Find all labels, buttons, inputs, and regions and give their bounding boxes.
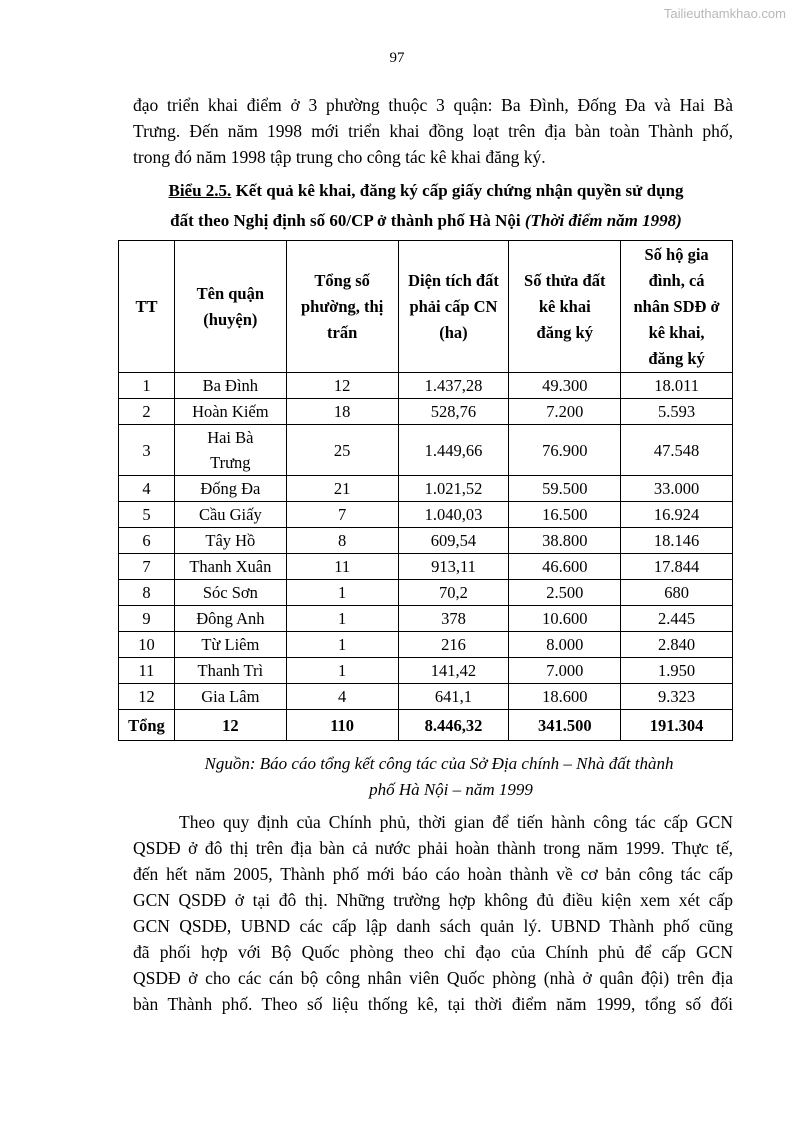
cell-tt: 11 bbox=[119, 658, 175, 684]
page-number: 97 bbox=[389, 50, 405, 66]
table-row bbox=[119, 425, 733, 476]
cell-district: Gia Lâm bbox=[174, 684, 286, 710]
caption-time-note: (Thời điểm năm 1998) bbox=[524, 211, 682, 230]
header-households: Số hộ gia đình, cá nhân SDĐ ở kê khai, đăng ký bbox=[621, 241, 733, 373]
header-district: Tên quận (huyện) bbox=[174, 241, 286, 373]
caption-title-line1: Kết quả kê khai, đăng ký cấp giấy chứng nhận quyền sử dụng bbox=[231, 181, 684, 200]
intro-line: trong đó năm 1998 tập trung cho công tác kê khai đăng ký. bbox=[133, 147, 546, 167]
cell-area: 609,54 bbox=[398, 528, 509, 554]
cell-area: 378 bbox=[398, 606, 509, 632]
cell-area: 641,1 bbox=[398, 684, 509, 710]
results-table bbox=[118, 240, 733, 741]
cell-area: 1.449,66 bbox=[398, 425, 509, 476]
cell-area: 216 bbox=[398, 632, 509, 658]
cell-district: Đống Đa bbox=[174, 476, 286, 502]
cell-plots: 76.900 bbox=[509, 425, 621, 476]
cell-tt: 2 bbox=[119, 399, 175, 425]
cell-district: Tây Hồ bbox=[174, 528, 286, 554]
cell-area: 1.437,28 bbox=[398, 373, 509, 399]
cell-plots: 2.500 bbox=[509, 580, 621, 606]
body-line: đã phối hợp với Bộ Quốc phòng theo chỉ đạo của Chính phủ để cấp GCN bbox=[133, 942, 733, 962]
cell-district: Từ Liêm bbox=[174, 632, 286, 658]
cell-households: 5.593 bbox=[621, 399, 733, 425]
source-line1: Nguồn: Báo cáo tổng kết công tác của Sở Địa chính – Nhà đất thành bbox=[204, 754, 674, 773]
header-wards: Tổng số phường, thị trấn bbox=[286, 241, 398, 373]
total-label: Tổng bbox=[119, 710, 175, 741]
watermark: Tailieuthamkhao.com bbox=[663, 6, 786, 21]
cell-tt: 4 bbox=[119, 476, 175, 502]
body-line: Theo quy định của Chính phủ, thời gian để tiến hành công tác cấp GCN bbox=[179, 812, 733, 832]
cell-area: 913,11 bbox=[398, 554, 509, 580]
cell-plots: 16.500 bbox=[509, 502, 621, 528]
caption-label: Biểu 2.5. bbox=[168, 181, 232, 200]
table-row bbox=[119, 658, 733, 684]
cell-district: Đông Anh bbox=[174, 606, 286, 632]
cell-wards: 1 bbox=[286, 606, 398, 632]
cell-area: 1.021,52 bbox=[398, 476, 509, 502]
cell-district: Ba Đình bbox=[174, 373, 286, 399]
cell-area: 70,2 bbox=[398, 580, 509, 606]
cell-tt: 1 bbox=[119, 373, 175, 399]
table-row bbox=[119, 632, 733, 658]
cell-tt: 6 bbox=[119, 528, 175, 554]
cell-households: 33.000 bbox=[621, 476, 733, 502]
cell-tt: 5 bbox=[119, 502, 175, 528]
cell-wards: 25 bbox=[286, 425, 398, 476]
cell-tt: 8 bbox=[119, 580, 175, 606]
cell-district: Cầu Giấy bbox=[174, 502, 286, 528]
cell-district: Hai Bà Trưng bbox=[174, 425, 286, 476]
cell-area: 141,42 bbox=[398, 658, 509, 684]
header-area: Diện tích đất phải cấp CN (ha) bbox=[398, 241, 509, 373]
table-row bbox=[119, 606, 733, 632]
cell-district: Sóc Sơn bbox=[174, 580, 286, 606]
table-row bbox=[119, 580, 733, 606]
cell-households: 2.445 bbox=[621, 606, 733, 632]
table-source bbox=[133, 751, 733, 803]
table-caption bbox=[120, 176, 732, 236]
cell-wards: 1 bbox=[286, 658, 398, 684]
cell-households: 47.548 bbox=[621, 425, 733, 476]
header-tt: TT bbox=[119, 241, 175, 373]
body-line: QSDĐ ở đô thị trên địa bàn cả nước phải hoàn thành trong năm 1999. Thực tế, bbox=[133, 838, 733, 858]
body-line: đến hết năm 2005, Thành phố mới báo cáo hoàn thành về cơ bản công tác cấp bbox=[133, 864, 733, 884]
cell-area: 528,76 bbox=[398, 399, 509, 425]
cell-plots: 46.600 bbox=[509, 554, 621, 580]
cell-tt: 7 bbox=[119, 554, 175, 580]
cell-tt: 3 bbox=[119, 425, 175, 476]
cell-plots: 8.000 bbox=[509, 632, 621, 658]
cell-area: 1.040,03 bbox=[398, 502, 509, 528]
body-line: bàn Thành phố. Theo số liệu thống kê, tại thời điểm năm 1999, tổng số đối bbox=[133, 994, 733, 1014]
intro-line: đạo triển khai điểm ở 3 phường thuộc 3 quận: Ba Đình, Đống Đa và Hai Bà bbox=[133, 95, 733, 115]
cell-wards: 18 bbox=[286, 399, 398, 425]
cell-plots: 59.500 bbox=[509, 476, 621, 502]
cell-households: 9.323 bbox=[621, 684, 733, 710]
total-area: 8.446,32 bbox=[398, 710, 509, 741]
cell-wards: 1 bbox=[286, 632, 398, 658]
cell-plots: 18.600 bbox=[509, 684, 621, 710]
cell-tt: 9 bbox=[119, 606, 175, 632]
cell-plots: 38.800 bbox=[509, 528, 621, 554]
table-row bbox=[119, 554, 733, 580]
cell-district: Hoàn Kiếm bbox=[174, 399, 286, 425]
cell-households: 17.844 bbox=[621, 554, 733, 580]
total-plots: 341.500 bbox=[509, 710, 621, 741]
table-row bbox=[119, 373, 733, 399]
cell-tt: 10 bbox=[119, 632, 175, 658]
cell-households: 18.146 bbox=[621, 528, 733, 554]
total-households: 191.304 bbox=[621, 710, 733, 741]
cell-plots: 10.600 bbox=[509, 606, 621, 632]
cell-wards: 12 bbox=[286, 373, 398, 399]
source-line2: phố Hà Nội – năm 1999 bbox=[369, 780, 533, 799]
cell-households: 16.924 bbox=[621, 502, 733, 528]
table-row bbox=[119, 399, 733, 425]
body-line: QSDĐ ở cho các cán bộ công nhân viên Quốc phòng (nhà ở quân đội) trên địa bbox=[133, 968, 733, 988]
table-header-row bbox=[119, 241, 733, 373]
header-plots: Số thửa đất kê khai đăng ký bbox=[509, 241, 621, 373]
table-row bbox=[119, 528, 733, 554]
cell-wards: 1 bbox=[286, 580, 398, 606]
intro-line: Trưng. Đến năm 1998 mới triển khai đồng loạt trên địa bàn toàn Thành phố, bbox=[133, 121, 733, 141]
cell-households: 680 bbox=[621, 580, 733, 606]
table-row bbox=[119, 476, 733, 502]
cell-households: 1.950 bbox=[621, 658, 733, 684]
cell-wards: 4 bbox=[286, 684, 398, 710]
cell-plots: 49.300 bbox=[509, 373, 621, 399]
cell-district: Thanh Xuân bbox=[174, 554, 286, 580]
caption-title-line2: đất theo Nghị định số 60/CP ở thành phố Hà Nội bbox=[170, 211, 525, 230]
table-row bbox=[119, 684, 733, 710]
table-total-row bbox=[119, 710, 733, 741]
body-line: GCN QSDĐ ở tại đô thị. Những trường hợp không đủ điều kiện xem xét cấp bbox=[133, 890, 733, 910]
cell-wards: 11 bbox=[286, 554, 398, 580]
cell-district: Thanh Trì bbox=[174, 658, 286, 684]
intro-paragraph bbox=[133, 92, 733, 170]
body-paragraph bbox=[133, 809, 733, 1017]
cell-households: 2.840 bbox=[621, 632, 733, 658]
cell-wards: 8 bbox=[286, 528, 398, 554]
cell-plots: 7.000 bbox=[509, 658, 621, 684]
cell-wards: 7 bbox=[286, 502, 398, 528]
cell-wards: 21 bbox=[286, 476, 398, 502]
cell-plots: 7.200 bbox=[509, 399, 621, 425]
cell-tt: 12 bbox=[119, 684, 175, 710]
table-row bbox=[119, 502, 733, 528]
total-district: 12 bbox=[174, 710, 286, 741]
body-line: GCN QSDĐ, UBND các cấp lập danh sách quản lý. UBND Thành phố cũng bbox=[133, 916, 733, 936]
total-wards: 110 bbox=[286, 710, 398, 741]
cell-households: 18.011 bbox=[621, 373, 733, 399]
